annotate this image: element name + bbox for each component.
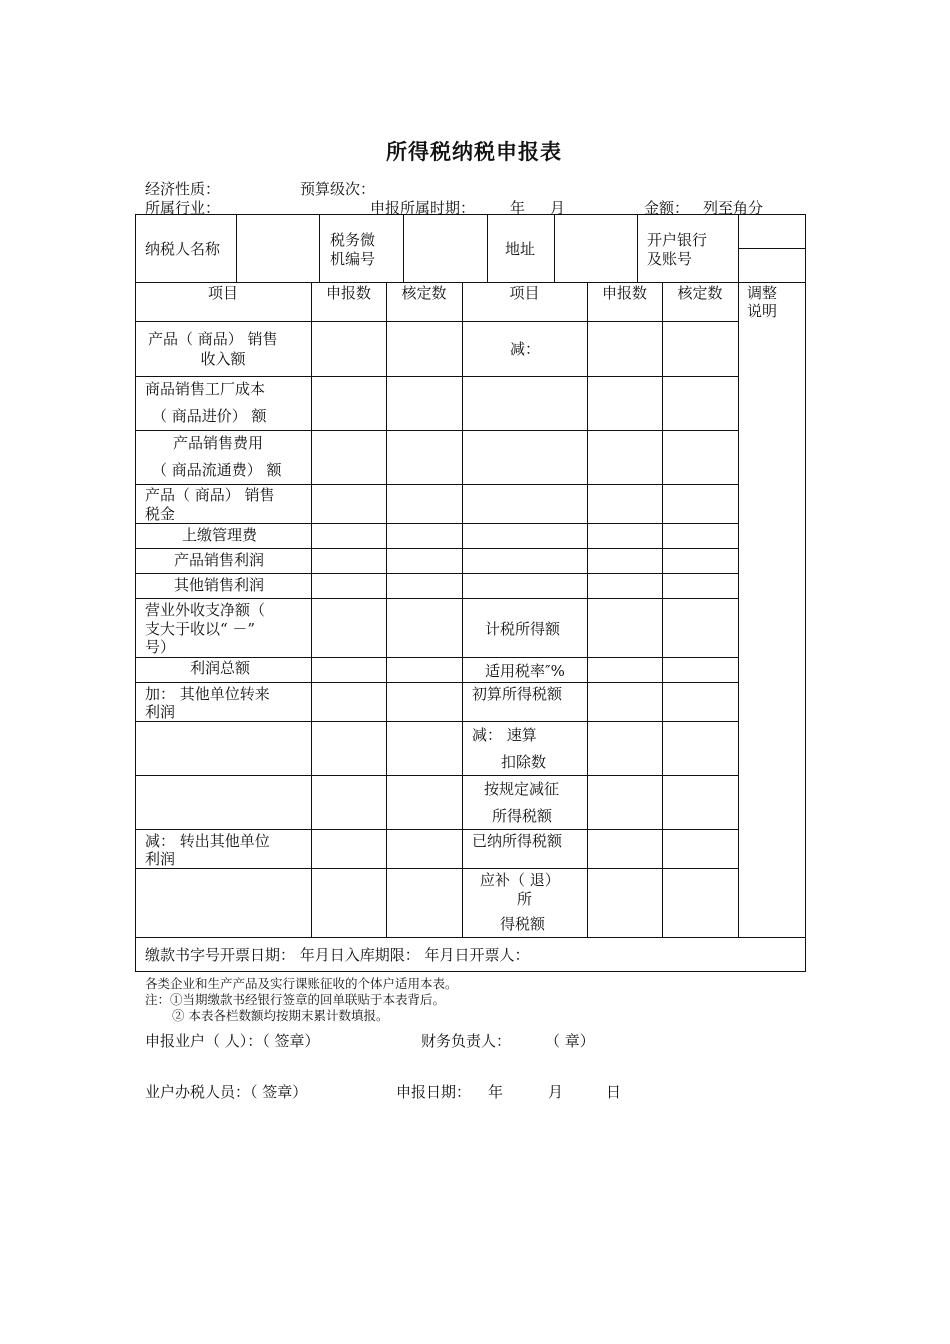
amount-label: 金额： bbox=[644, 199, 690, 217]
item-tax-paid: 已纳所得税额 bbox=[472, 832, 563, 850]
amount-unit: 列至角分 bbox=[703, 199, 764, 217]
item-quick-deduction: 减： 速算 bbox=[472, 726, 537, 744]
date-month: 月 bbox=[548, 1083, 564, 1101]
item-add-transfer-in: 加： 其他单位转来 bbox=[145, 685, 270, 703]
finance-officer-label: 财务负责人： bbox=[421, 1032, 512, 1050]
col-item-2: 项目 bbox=[509, 284, 540, 302]
address-label: 地址 bbox=[505, 240, 536, 258]
payment-voucher-row: 缴款书字号开票日期： 年月日入库期限： 年月日开票人： bbox=[145, 946, 530, 964]
period-month: 月 bbox=[550, 199, 566, 217]
item-non-operating: 营业外收支净额（ bbox=[145, 601, 266, 619]
item-sales-tax: 产品（ 商品） 销售 bbox=[145, 486, 275, 504]
tax-code-label-1: 税务微 bbox=[330, 231, 376, 249]
applicant-signature: 申报业户（ 人）：（ 签章） bbox=[145, 1032, 320, 1050]
budget-level-label: 预算级次： bbox=[300, 180, 376, 198]
item-total-profit: 利润总额 bbox=[190, 659, 251, 677]
item-factory-cost: 商品销售工厂成本 bbox=[145, 380, 266, 398]
finance-seal: （ 章） bbox=[545, 1032, 595, 1050]
item-other-profit: 其他销售利润 bbox=[174, 576, 265, 594]
item-sales-expense: 产品销售费用 bbox=[173, 434, 264, 452]
col-declared-2: 申报数 bbox=[601, 284, 647, 302]
item-sales-revenue: 产品（ 商品） 销售 bbox=[148, 330, 278, 348]
col-adjust-1: 调整 bbox=[747, 284, 778, 302]
declaration-date-label: 申报日期： bbox=[396, 1083, 472, 1101]
item-initial-tax: 初算所得税额 bbox=[472, 685, 563, 703]
industry-label: 所属行业： bbox=[145, 199, 221, 217]
item-sales-profit: 产品销售利润 bbox=[174, 551, 265, 569]
date-day: 日 bbox=[606, 1083, 622, 1101]
bank-label-1: 开户银行 bbox=[647, 231, 708, 249]
tax-code-label-2: 机编号 bbox=[330, 250, 376, 268]
item-deduct: 减： bbox=[510, 340, 541, 358]
col-adjust-2: 说明 bbox=[747, 302, 778, 320]
bank-label-2: 及账号 bbox=[647, 250, 693, 268]
note-line-2: 注：①当期缴款书经银行签章的回单联贴于本表背后。 bbox=[145, 992, 446, 1007]
note-line-3: ② 本表各栏数额均按期末累计数填报。 bbox=[172, 1008, 389, 1023]
agent-signature: 业户办税人员：（ 签章） bbox=[145, 1083, 308, 1101]
col-declared: 申报数 bbox=[325, 284, 371, 302]
item-tax-reduction: 按规定减征 bbox=[484, 780, 560, 798]
item-transfer-out: 减： 转出其他单位 bbox=[145, 832, 270, 850]
economic-nature-label: 经济性质： bbox=[145, 180, 221, 198]
col-item: 项目 bbox=[207, 284, 238, 302]
item-tax-rate: 适用税率″% bbox=[485, 662, 565, 680]
item-management-fee: 上缴管理费 bbox=[182, 526, 258, 544]
item-tax-due: 应补（ 退） bbox=[480, 871, 560, 889]
item-taxable-income: 计税所得额 bbox=[485, 620, 561, 638]
period-label: 申报所属时期： bbox=[370, 199, 476, 217]
date-year: 年 bbox=[488, 1083, 504, 1101]
taxpayer-name-label: 纳税人名称 bbox=[145, 240, 221, 258]
col-verified-2: 核定数 bbox=[677, 284, 723, 302]
col-verified: 核定数 bbox=[401, 284, 447, 302]
note-line-1: 各类企业和生产产品及实行课账征收的个体户适用本表。 bbox=[145, 976, 458, 991]
page-title: 所得税纳税申报表 bbox=[386, 139, 562, 164]
period-year: 年 bbox=[510, 199, 526, 217]
